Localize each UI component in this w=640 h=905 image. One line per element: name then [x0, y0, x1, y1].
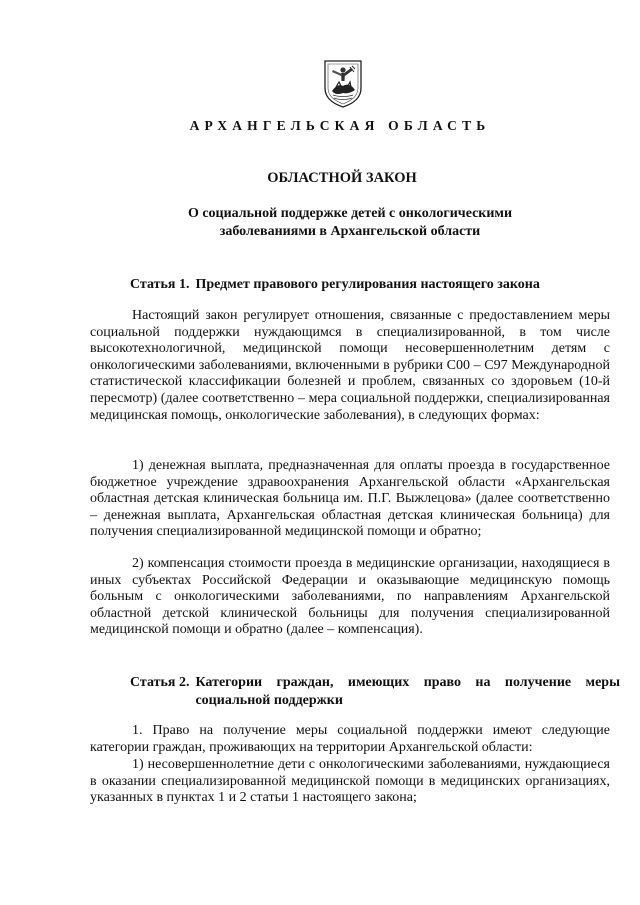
article-number: Статья 1.	[130, 277, 190, 292]
article-2-heading	[130, 674, 620, 710]
paragraph: 1. Право на получение меры социальной поддержки имеют следующие категории граждан, проживающих на территории Архангельской области:	[90, 723, 610, 755]
coat-of-arms-icon	[322, 58, 364, 108]
article-number: Статья 2.	[130, 675, 190, 690]
article-title: Категории граждан, имеющих право на получение меры социальной поддержки	[195, 675, 620, 708]
paragraph: 1) несовершеннолетние дети с онкологическими заболеваниями, нуждающиеся в оказании специализированной медицинской помощи в медицинских организациях, указанных в пунктах 1 и 2 статьи 1 настоящего закона;	[90, 757, 610, 806]
article-1-heading	[130, 276, 620, 294]
law-title: О социальной поддержке детей с онкологическими заболеваниями в Архангельской области	[187, 206, 513, 239]
law-type-heading: ОБЛАСТНОЙ ЗАКОН	[267, 170, 417, 186]
paragraph: 1) денежная выплата, предназначенная для оплаты проезда в государственное бюджетное учреждение здравоохранения Архангельской области «Архангельская областная детская клиническая больница им. П.Г. Выжлецова» (далее соответственно – денежная выплата, Архангельская областная детская клиническая больница) для получения специализированной медицинской помощи и обратно;	[90, 458, 610, 540]
paragraph: 2) компенсация стоимости проезда в медицинские организации, находящиеся в иных субъектах Российской Федерации и оказывающие медицинскую помощь больным с онкологическими заболеваниями, по направлениям Архангельской областной детской клинической больницы для получения специализированной медицинской помощи и обратно (далее – компенсация).	[90, 556, 610, 638]
paragraph: Настоящий закон регулирует отношения, связанные с предоставлением меры социальной поддержки нуждающимся в специализированной, в том числе высокотехнологичной, медицинской помощи несовершеннолетним детям с онкологическими заболеваниями, включенными в рубрики С00 – С97 Международной статистической классификации болезней и проблем, связанных со здоровьем (10-й пересмотр) (далее соответственно – мера социальной поддержки, специализированная медицинская помощь, онкологические заболевания), в следующих формах:	[90, 308, 610, 423]
article-title: Предмет правового регулирования настоящего закона	[195, 277, 540, 292]
region-name: АРХАНГЕЛЬСКАЯ ОБЛАСТЬ	[189, 118, 491, 133]
